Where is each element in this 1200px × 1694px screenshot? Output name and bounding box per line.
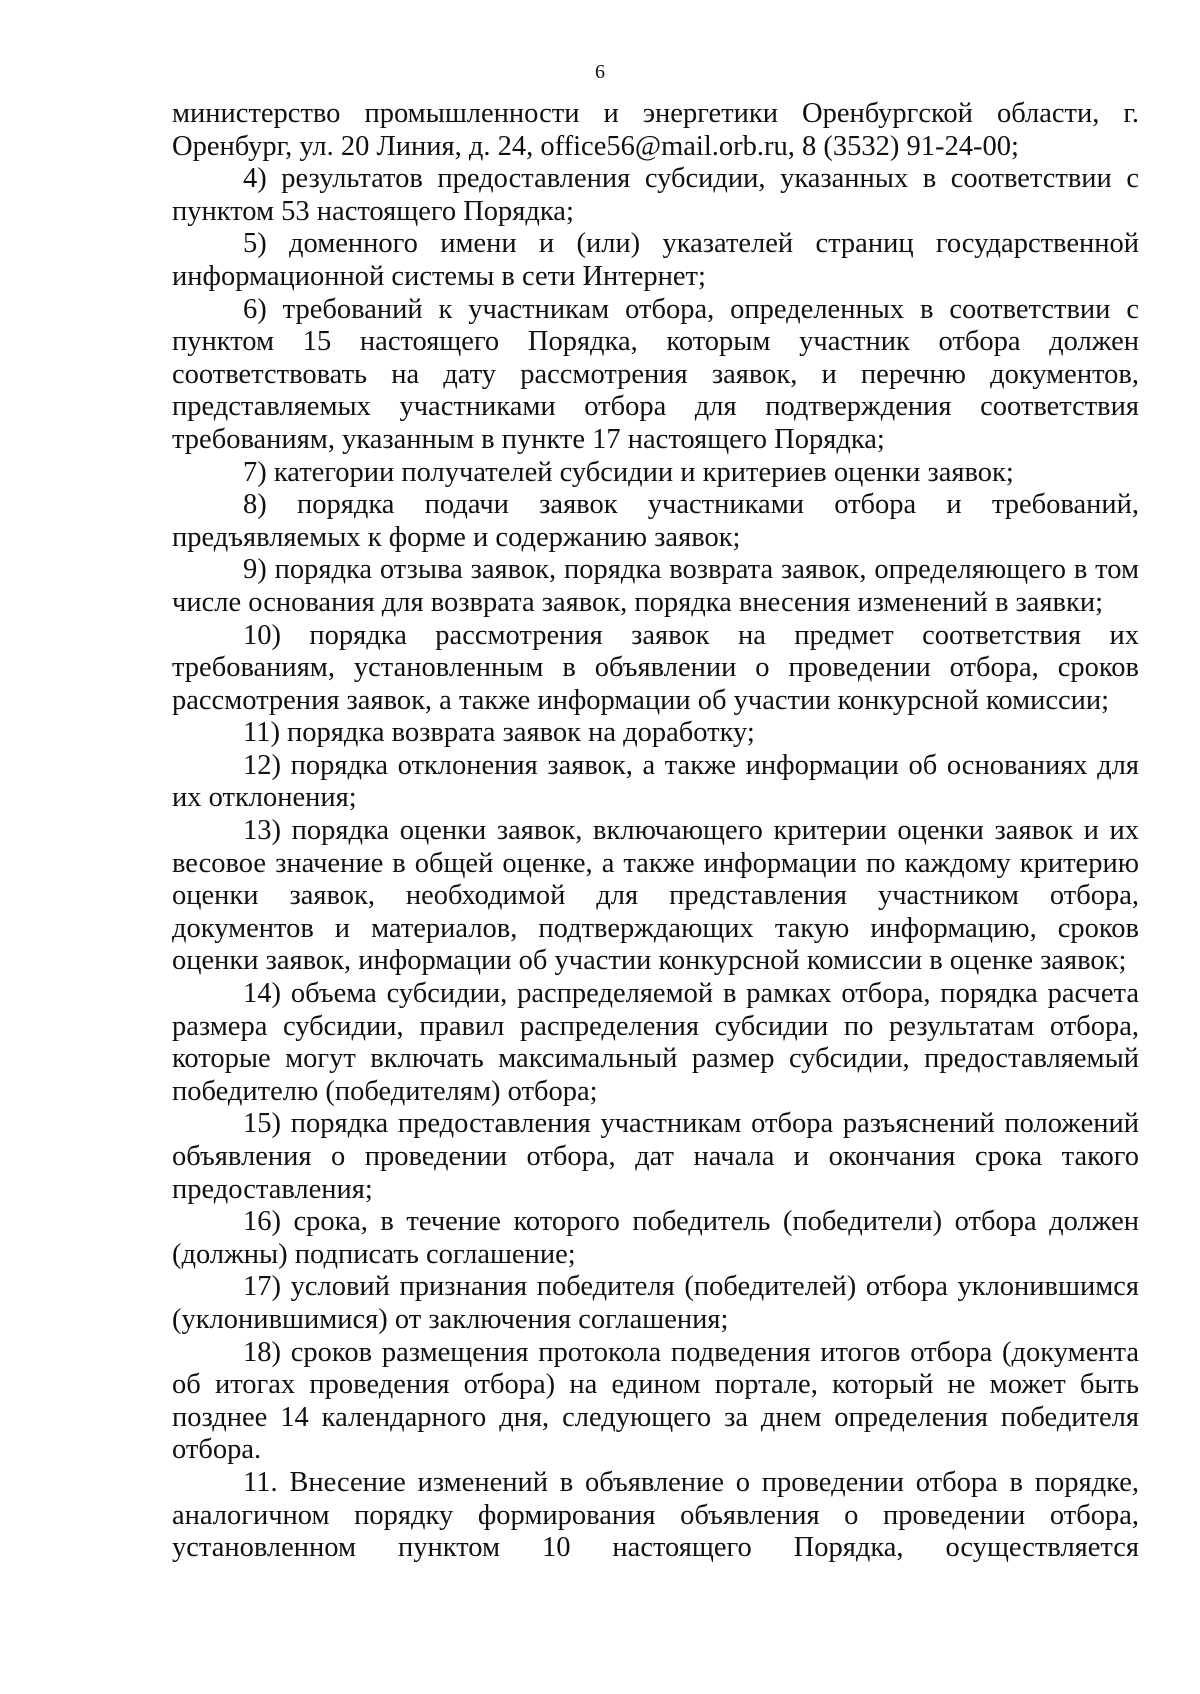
document-body (172, 98, 1139, 1565)
paragraph-item-11: 11) порядка возврата заявок на доработку; (243, 717, 755, 749)
paragraph-item-6: 6) требований к участникам отбора, определенных в соответствии с пунктом 15 настоящего Порядка, которым участник отбора должен соответствовать на дату рассмотрения заявок, и перечню документов, представляемых участниками отбора для подтверждения соответствия требованиям, указанным в пункте 17 настоящего Порядка; (172, 293, 1139, 455)
paragraph-section-11: 11. Внесение изменений в объявление о проведении отбора в порядке, аналогичном порядку формирования объявления о проведении отбора, установленном пунктом 10 настоящего Порядка, осуществляется (172, 1466, 1139, 1564)
paragraph-item-17: 17) условий признания победителя (победителей) отбора уклонившимся (уклонившимися) от заключения соглашения; (172, 1271, 1139, 1335)
paragraph-item-9: 9) порядка отзыва заявок, порядка возврата заявок, определяющего в том числе основания для возврата заявок, порядка внесения изменений в заявки; (172, 554, 1139, 618)
paragraph-item-13: 13) порядка оценки заявок, включающего критерии оценки заявок и их весовое значение в общей оценке, а также информации по каждому критерию оценки заявок, необходимой для представления участником отбора, документов и материалов, подтверждающих такую информацию, сроков оценки заявок, информации об участии конкурсной комиссии в оценке заявок; (172, 815, 1139, 977)
paragraph-item-12: 12) порядка отклонения заявок, а также информации об основаниях для их отклонения; (172, 749, 1139, 814)
paragraph-item-10: 10) порядка рассмотрения заявок на предмет соответствия их требованиям, установленным в объявлении о проведении отбора, сроков рассмотрения заявок, а также информации об участии конкурсной комиссии; (172, 619, 1139, 716)
paragraph-ministry-address: министерство промышленности и энергетики Оренбургской области, г. Оренбург, ул. 20 Линия, д. 24, office56@mail.orb.ru, 8 (3532) 91-24-00; (172, 98, 1139, 162)
paragraph-item-16: 16) срока, в течение которого победитель (победители) отбора должен (должны) подписать соглашение; (172, 1206, 1139, 1270)
paragraph-item-7: 7) категории получателей субсидии и критериев оценки заявок; (243, 456, 1014, 488)
paragraph-item-18: 18) сроков размещения протокола подведения итогов отбора (документа об итогах проведения отбора) на едином портале, который не может быть позднее 14 календарного дня, следующего за днем определения победителя отбора. (172, 1336, 1139, 1466)
paragraph-item-8: 8) порядка подачи заявок участниками отбора и требований, предъявляемых к форме и содержанию заявок; (172, 489, 1139, 553)
paragraph-item-15: 15) порядка предоставления участникам отбора разъяснений положений объявления о проведении отбора, дат начала и окончания срока такого предоставления; (172, 1108, 1139, 1205)
paragraph-item-14: 14) объема субсидии, распределяемой в рамках отбора, порядка расчета размера субсидии, правил распределения субсидии по результатам отбора, которые могут включать максимальный размер субсидии, предоставляемый победителю (победителям) отбора; (172, 978, 1139, 1107)
paragraph-item-5: 5) доменного имени и (или) указателей страниц государственной информационной системы в сети Интернет; (172, 228, 1139, 292)
page-number: 6 (595, 61, 605, 83)
paragraph-item-4: 4) результатов предоставления субсидии, указанных в соответствии с пунктом 53 настоящего Порядка; (172, 163, 1139, 227)
